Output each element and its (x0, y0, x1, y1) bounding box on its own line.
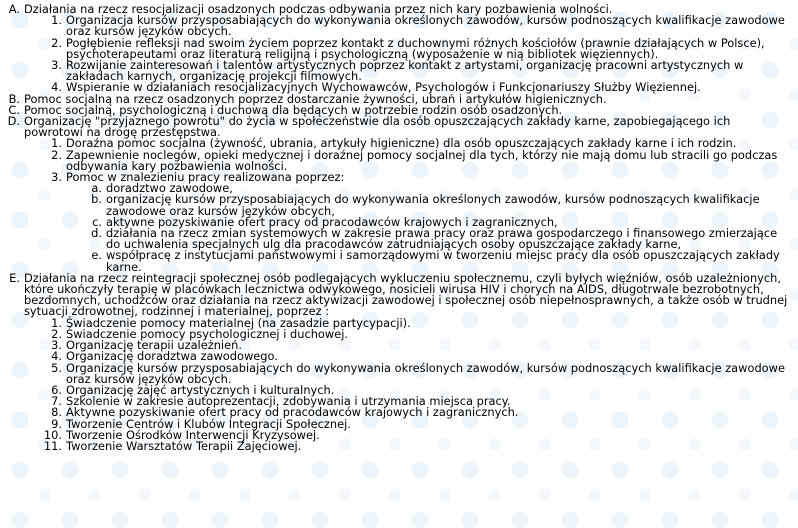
item-text: Organizację terapii uzależnień. (66, 338, 242, 353)
item-text: Doraźna pomoc socjalna (żywność, ubrania, artykuły higieniczne) dla osób opuszczających zakłady karne i ich rodzin. (66, 136, 737, 151)
list-item (0, 15, 790, 37)
section-text: Działania na rzecz resocjalizacji osadzonych podczas odbywania przez nich kary pozbawienia wolności. (24, 2, 613, 16)
item-text: Tworzenie Ośrodków Interwencji Kryzysowej. (66, 427, 320, 442)
item-marker: 11. (43, 438, 62, 453)
item-marker: 5. (51, 360, 62, 375)
item-marker: 8. (51, 405, 62, 420)
item-marker: 10. (43, 427, 62, 442)
item-marker: 4. (51, 80, 62, 95)
sub-list-item (0, 194, 790, 216)
sub-item-text: działania na rzecz zmian systemowych w zakresie prawa pracy oraz prawa gospodarczego i finansowego zmierzające do uchwalenia specjalnych ulg dla pracodawców zatrudniających osoby opuszczające zakłady karne, (106, 226, 778, 252)
item-text: Rozwijanie zainteresowań i talentów artystycznych poprzez kontakt z artystami, organizację pracowni artystycznych w zakładach karnych, organizację projekcji filmowych. (66, 58, 744, 84)
section-marker: E. (9, 270, 20, 285)
item-marker: 1. (51, 13, 62, 28)
item-marker: 2. (51, 35, 62, 50)
list-item (0, 147, 790, 173)
sub-item-text: aktywne pozyskiwanie ofert pracy od pracodawców krajowych i zagranicznych, (106, 214, 558, 229)
sub-item-marker: e. (91, 248, 102, 263)
item-text: Organizacja kursów przysposabiających do wykonywania określonych zawodów, kursów podnoszących kwalifikacje zawodowe oraz kursów języków obcych. (66, 13, 785, 39)
sub-item-marker: c. (92, 214, 102, 229)
item-marker: 1. (51, 315, 62, 330)
list-item (0, 60, 790, 82)
item-text: Pogłębienie refleksji nad swoim życiem poprzez kontakt z duchownymi różnych kościołów (prawnie działających w Polsce), psychoterapeutami oraz literaturą religijną i psychologiczną (wyposażenie w nią bibliotek więziennych). (66, 35, 765, 61)
item-marker: 7. (51, 394, 62, 409)
item-text: Świadczenie pomocy psychologicznej i duchowej. (66, 326, 349, 341)
item-text: Świadczenie pomocy materialnej (na zasadzie partycypacji). (66, 315, 411, 330)
section-text: Organizację "przyjaznego powrotu" do życia w społeczeństwie dla osób opuszczających zakłady karne, zapobiegającego ich powrotowi na drogę przestępstwa. (24, 114, 731, 140)
item-text: Organizację kursów przysposabiających do wykonywania określonych zawodów, kursów podnoszących kwalifikacje zawodowe oraz kursów języków obcych. (66, 360, 785, 386)
item-text: Pomoc w znalezieniu pracy realizowana poprzez: (66, 170, 345, 185)
item-text: Aktywne pozyskiwanie ofert pracy od pracodawców krajowych i zagranicznych. (66, 405, 519, 420)
item-marker: 3. (51, 338, 62, 353)
section-d (0, 116, 790, 138)
item-text: Organizację zajęć artystycznych i kulturalnych. (66, 382, 335, 397)
item-text: Wspieranie w działaniach resocjalizacyjnych Wychowawców, Psychologów i Funkcjonariuszy Służby Więziennej. (66, 80, 701, 95)
section-marker: D. (7, 114, 20, 129)
section-text: Pomoc socjalną na rzecz osadzonych poprzez dostarczanie żywności, ubrań i artykułów higienicznych. (24, 91, 607, 106)
sub-list-item (0, 250, 790, 272)
item-marker: 6. (51, 382, 62, 397)
list-item (0, 360, 790, 386)
item-text: Organizację doradztwa zawodowego. (66, 349, 278, 364)
item-text: Tworzenie Centrów i Klubów Integracji Społecznej. (66, 416, 351, 431)
sub-list-item (0, 228, 790, 250)
section-e (0, 270, 790, 319)
section-text: Działania na rzecz reintegracji społecznej osób podlegających wykluczeniu społecznemu, czyli byłych więźniów, osób uzależnionych, które ukończyły terapię w placówkach lecznictwa odwykowego, nosicieli wirusa HIV i chorych na AIDS, długotrwale bezrobotnych, bezdomnych, uchodźców oraz działania na rzecz aktywizacji zawodowej i społecznej osób niepełnosprawnych, a także osób w trudnej sytuacji zdrowotnej, rodzinnej i materialnej, poprzez : (24, 270, 788, 319)
section-text: Pomoc socjalną, psychologiczną i duchową dla będących w potrzebie rodzin osób osadzonych. (24, 102, 563, 117)
sub-item-text: współpracę z instytucjami państwowymi i samorządowymi w tworzeniu miejsc pracy dla osób opuszczających zakłady karne. (106, 248, 780, 274)
sub-item-text: doradztwo zawodowe, (106, 181, 233, 196)
section-marker: B. (8, 91, 20, 106)
item-marker: 3. (51, 170, 62, 185)
section-marker: A. (8, 2, 20, 16)
section-marker: C. (8, 102, 20, 117)
sub-item-marker: a. (91, 181, 102, 196)
item-text: Szkolenie w zakresie autoprezentacji, zdobywania i utrzymania miejsca pracy. (66, 394, 511, 409)
item-marker: 2. (51, 147, 62, 162)
item-marker: 1. (51, 136, 62, 151)
item-marker: 2. (51, 326, 62, 341)
item-marker: 4. (51, 349, 62, 364)
sub-item-marker: d. (91, 226, 102, 241)
sub-item-text: organizację kursów przysposabiających do wykonywania określonych zawodów, kursów podnoszących kwalifikacje zawodowe oraz kursów języków obcych, (106, 192, 760, 218)
item-text: Tworzenie Warsztatów Terapii Zajęciowej. (66, 438, 302, 453)
sub-item-marker: b. (91, 192, 102, 207)
item-text: Zapewnienie noclegów, opieki medycznej i doraźnej pomocy socjalnej dla tych, którzy nie mają domu lub stracili go podczas odbywania kary pozbawienia wolności. (66, 147, 778, 173)
list-item (0, 35, 790, 61)
document-body (0, 4, 790, 452)
item-marker: 9. (51, 416, 62, 431)
item-marker: 3. (51, 58, 62, 73)
list-item (0, 438, 790, 453)
